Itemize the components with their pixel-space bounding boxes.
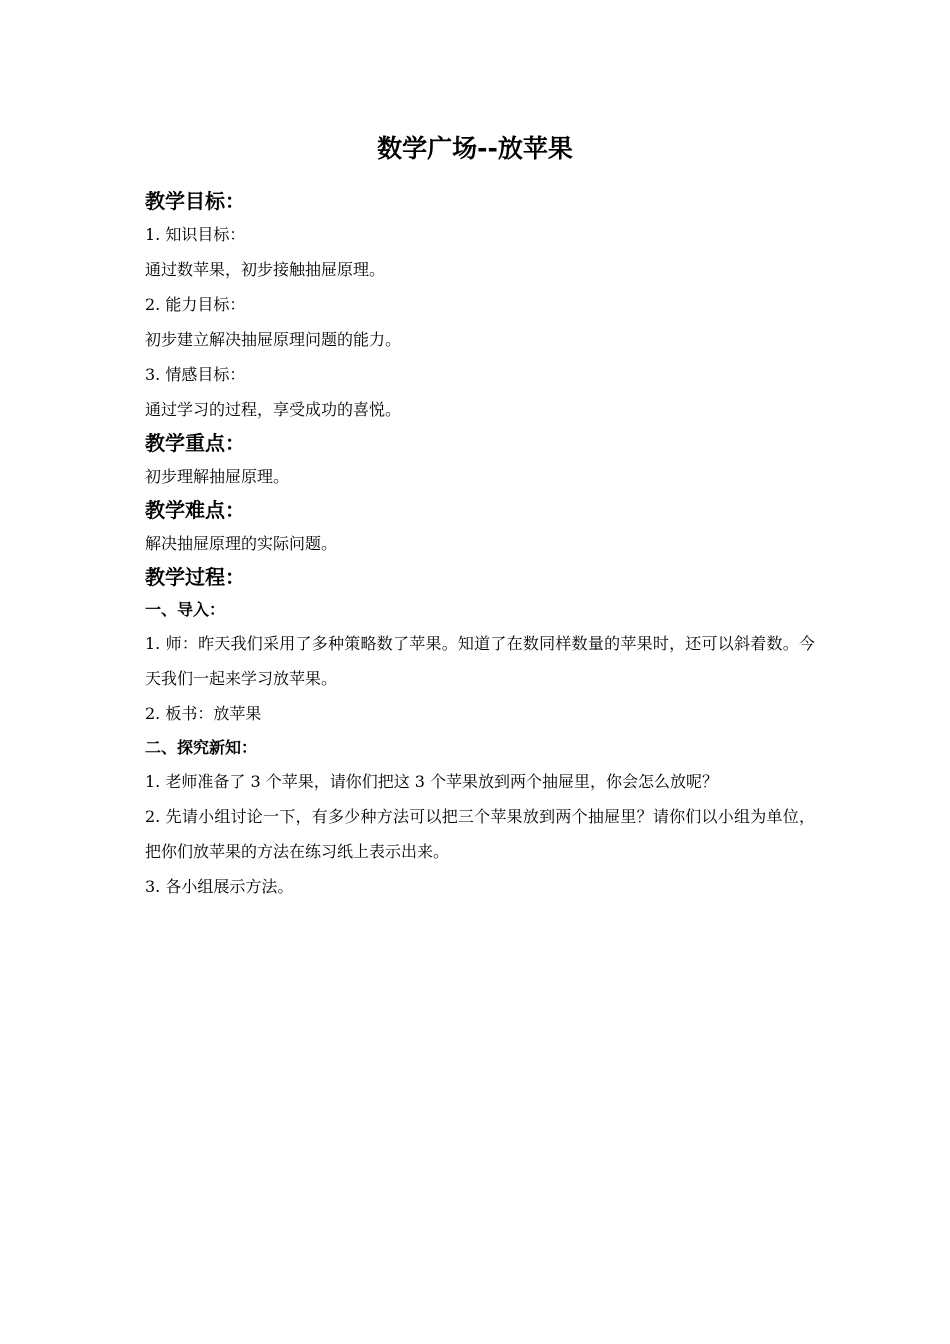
objective-knowledge-text: 通过数苹果，初步接触抽屉原理。 [145,260,386,279]
objective-ability-label: 2. 能力目标： [145,295,246,314]
section-heading-objectives: 教学目标： [145,189,245,213]
document-title: 数学广场--放苹果 [377,134,573,163]
document-body [145,185,815,904]
intro-item-1: 1. 师：昨天我们采用了多种策略数了苹果。知道了在数同样数量的苹果时，还可以斜着数。今天我们一起来学习放苹果。 [145,634,815,688]
objective-emotion-label: 3. 情感目标： [145,365,246,384]
section-heading-key-points: 教学重点： [145,431,245,455]
explore-item-3: 3. 各小组展示方法。 [145,877,294,896]
section-heading-process: 教学过程： [145,565,245,589]
intro-item-2: 2. 板书：放苹果 [145,704,262,723]
objective-knowledge-label: 1. 知识目标： [145,225,246,244]
subsection-heading-intro: 一、导入： [145,600,226,619]
explore-item-2: 2. 先请小组讨论一下，有多少种方法可以把三个苹果放到两个抽屉里？请你们以小组为单位，把你们放苹果的方法在练习纸上表示出来。 [145,807,815,861]
difficulties-text: 解决抽屉原理的实际问题。 [145,534,338,553]
objective-emotion-text: 通过学习的过程，享受成功的喜悦。 [145,400,402,419]
subsection-heading-explore: 二、探究新知： [145,738,258,757]
explore-item-1: 1. 老师准备了 3 个苹果，请你们把这 3 个苹果放到两个抽屉里，你会怎么放呢？ [145,772,719,791]
objective-ability-text: 初步建立解决抽屉原理问题的能力。 [145,330,402,349]
section-heading-difficulties: 教学难点： [145,498,245,522]
key-points-text: 初步理解抽屉原理。 [145,467,290,486]
